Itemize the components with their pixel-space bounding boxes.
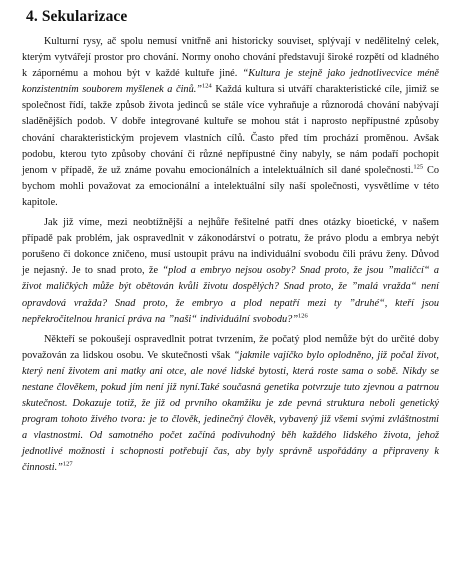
paragraph [22, 215, 439, 328]
text-run: Kulturní rysy, ač spolu nemusí vnitřně ani historicky souviset, splývají v nedělitelný celek, kterým vytvářejí prostor pro chování. Normy onoho chování představují široké rozpětí od kladného k zápornému a mohou být v každé kultuře jiné. [22, 36, 439, 80]
italic-quote: “Kultura je stejně jako jednotlivecvice méně konzistentním souborem myšlenek a činů.” [22, 68, 439, 96]
italic-quote: “jakmile vajíčko bylo oplodněno, již počal život, který není životem ani matky ani otce, ale nové lidské bytosti, která roste sama o sobě. Nikdy se nestane člověkem, pokud jím není již nyní.Také současná genetika potvrzuje tuto zjevnou a patrnou skutečnost. Dokazuje totiž, že již od prvního okamžiku je zde pevná struktura neboli genetický program tohoto živého tvora: je to člověk, jedinečný člověk, vybavený již všemi svými zvláštnostmi a vlastnostmi. Od samotného počet začíná podivuhodný běh každého lidského života, jehož jednotlivé možnosti i schopnosti potřebují čas, aby byly správně uspořádány a připraveny k činnosti.” [22, 349, 439, 474]
footnote-ref: 127 [62, 461, 73, 469]
section-title: Sekularizace [41, 8, 128, 25]
paragraph [22, 332, 439, 477]
text-run: Každá kultura si utváří charakteristické cíle, jimiž se společnost řídí, takže způsob života jedinců se stále více vyhraňuje a různorodá chování nabývají sladěnějších podob. V dobře integrované kultuře se mohou stát i naprosto nepřípustné způsoby chování charakteristickým projevem vlastních cílů. Často před tím prochází proměnou. Avšak podobu, kterou tyto způsoby chování či různé nepřípustné činy nabyly, se nám podaří pochopit jenom v případě, že už známe povahu emocionálních a intelektuálních sil dané společnosti. [22, 84, 439, 176]
footnote-ref: 125 [413, 163, 424, 171]
footnote-ref: 126 [298, 312, 308, 320]
section-heading [26, 8, 439, 26]
section-number: 4. [26, 8, 38, 25]
footnote-ref: 124 [202, 82, 212, 90]
text-run: Co bychom mohli považovat za emocionální a intelektuální síly naší společnosti, vysvětlíme v této kapitole. [22, 164, 440, 208]
italic-quote: “plod a embryo nejsou osoby? Snad proto, že jsou ”maličcí“ a život maličkých může být obětován kvůli životu dospělých? Snad proto, že ”malá vražda“ není opravdová vražda? Snad proto, že embryo a plod nepatří mezi ty ”druhé“, kteří jsou nepřekročitelnou hranicí práva na ”naši“ individuální svobodu?” [22, 265, 440, 325]
text-run: Jak již víme, mezi neobtížnější a nejhůře řešitelné patří dnes otázky bioetické, v našem případě pak problém, jak ospravedlnit v zákonodárství o potratu, že právo plodu a embrya nebýt porušeno či dokonce zničeno, musí ustoupit právu na individuální svobodu čili právu ženy. Důvod je nejasný. Je to snad proto, že [22, 217, 439, 277]
text-run: Někteří se pokoušejí ospravedlnit potrat tvrzením, že počatý plod nemůže být do určité doby považován za lidskou osobu. Ve skutečnosti však [22, 333, 439, 361]
paragraph [22, 34, 439, 211]
